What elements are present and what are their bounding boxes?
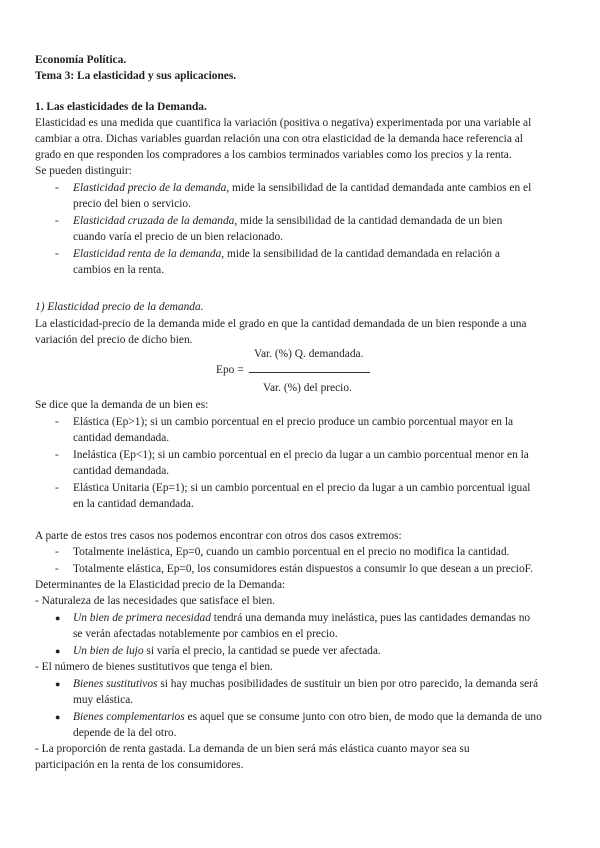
- term-italic: Elasticidad renta de la demanda: [73, 248, 222, 260]
- term-italic: Un bien de primera necesidad: [73, 612, 211, 624]
- dash-marker: -: [55, 482, 59, 494]
- formula-lhs: Epo =: [216, 364, 244, 376]
- term-italic: Elasticidad precio de la demanda: [73, 182, 227, 194]
- paragraph-line: grado en que responden los compradores a los cambios terminados variables como los precios y la renta.: [35, 149, 512, 161]
- paragraph-line: participación en la renta de los consumidores.: [35, 759, 244, 771]
- formula-numerator: Var. (%) Q. demandada.: [254, 348, 364, 360]
- paragraph-line: variación del precio de dicho bien.: [35, 334, 193, 346]
- term-italic: Bienes sustitutivos: [73, 678, 158, 690]
- paragraph-line: Se pueden distinguir:: [35, 165, 132, 177]
- bullet-marker: ●: [55, 613, 61, 623]
- document-page: Economía Política. Tema 3: La elasticidad y sus aplicaciones. 1. Las elasticidades de la Demanda. Elasticidad es una medida que cuantifica la variación (positiva o negativa) experimentada por una variable al cambiar a otra. Dichas variables guardan relación una con otra elasticidad de la demanda hace referencia al grado en que responden los compradores a los cambios terminados variables como los precios y la renta. Se pueden distinguir: - Elasticidad precio de la demanda, mide la sensibilidad de la cantidad demandada ante cambios en el precio del bien o servicio. - Elasticidad cruzada de la demanda, mide la sensibilidad de la cantidad demandada de un bien cuando varía el precio de un bien relacionado. - Elasticidad renta de la demanda, mide la sensibilidad de la cantidad demandada en relación a cambios en la renta. 1) Elasticidad precio de la demanda. La elasticidad-precio de la demanda mide el grado en que la cantidad demandada de un bien responde a una variación del precio de dicho bien. Epo = Var. (%) Q. demandada. Var. (%) del precio. Se dice que la demanda de un bien es: - Elástica (Ep>1); si un cambio porcentual en el precio produce un cambio porcentual mayor en la cantidad demandada. - Inelástica (Ep<1); si un cambio porcentual en el precio da lugar a un cambio porcentual menor en la cantidad demandada. - Elástica Unitaria (Ep=1); si un cambio porcentual en el precio da lugar a un cambio porcentual igual en la cantidad demandada. A parte de estos tres casos nos podemos encontrar con otros dos casos extremos: - Totalmente inelástica, Ep=0, cuando un cambio porcentual en el precio no modifica la cantidad. - Totalmente elástica, Ep=0, los consumidores están dispuestos a consumir lo que desean a un precioF. Determinantes de la Elasticidad precio de la Demanda: - Naturaleza de las necesidades que satisface el bien. ● Un bien de primera necesidad tendrá una demanda muy inelástica, pues las cantidades demandas no se verán afectadas notablemente por cambios en el precio. ● Un bien de lujo si varía el precio, la cantidad se puede ver afectada. - El número de bienes sustitutivos que tenga el bien. ● Bienes sustitutivos si hay muchas posibilidades de sustituir un bien por otro parecido, la demanda será muy elástica. ● Bienes complementarios es aquel que se consume junto con otro bien, de modo que la demanda de uno depende de la del otro. - La proporción de renta gastada. La demanda de un bien será más elástica cuanto mayor sea su participación en la renta de los consumidores.: [0, 0, 600, 848]
- paragraph-line: cambiar a otra. Dichas variables guardan relación una con otra elasticidad de la demanda hace referencia al: [35, 133, 523, 145]
- bullet-marker: ●: [55, 679, 61, 689]
- paragraph-line: La elasticidad-precio de la demanda mide el grado en que la cantidad demandada de un bien responde a una: [35, 318, 527, 330]
- paragraph-line: A parte de estos tres casos nos podemos encontrar con otros dos casos extremos:: [35, 530, 402, 542]
- formula-denominator: Var. (%) del precio.: [263, 382, 352, 394]
- fraction-bar: [249, 372, 370, 373]
- subsection-heading: 1) Elasticidad precio de la demanda.: [35, 301, 204, 313]
- dash-marker: -: [55, 546, 59, 558]
- bullet-marker: ●: [55, 646, 61, 656]
- term-italic: Un bien de lujo: [73, 645, 144, 657]
- paragraph-line: Determinantes de la Elasticidad precio de la Demanda:: [35, 579, 286, 591]
- dash-marker: -: [55, 563, 59, 575]
- determinant-title: - El número de bienes sustitutivos que tenga el bien.: [35, 661, 273, 673]
- bullet-marker: ●: [55, 712, 61, 722]
- determinant-title: - La proporción de renta gastada. La demanda de un bien será más elástica cuanto mayor sea su: [35, 743, 470, 755]
- topic-title: Tema 3: La elasticidad y sus aplicaciones.: [35, 70, 237, 82]
- section-heading: 1. Las elasticidades de la Demanda.: [35, 101, 207, 113]
- term-italic: Elasticidad cruzada de la demanda: [73, 215, 235, 227]
- dash-marker: -: [55, 248, 59, 260]
- course-title: Economía Política.: [35, 54, 127, 66]
- dash-marker: -: [55, 416, 59, 428]
- paragraph-line: Se dice que la demanda de un bien es:: [35, 399, 209, 411]
- paragraph-line: Elasticidad es una medida que cuantifica la variación (positiva o negativa) experimentada por una variable al: [35, 117, 532, 129]
- dash-marker: -: [55, 215, 59, 227]
- dash-marker: -: [55, 182, 59, 194]
- term-italic: Bienes complementarios: [73, 711, 185, 723]
- dash-marker: -: [55, 449, 59, 461]
- determinant-title: - Naturaleza de las necesidades que satisface el bien.: [35, 595, 276, 607]
